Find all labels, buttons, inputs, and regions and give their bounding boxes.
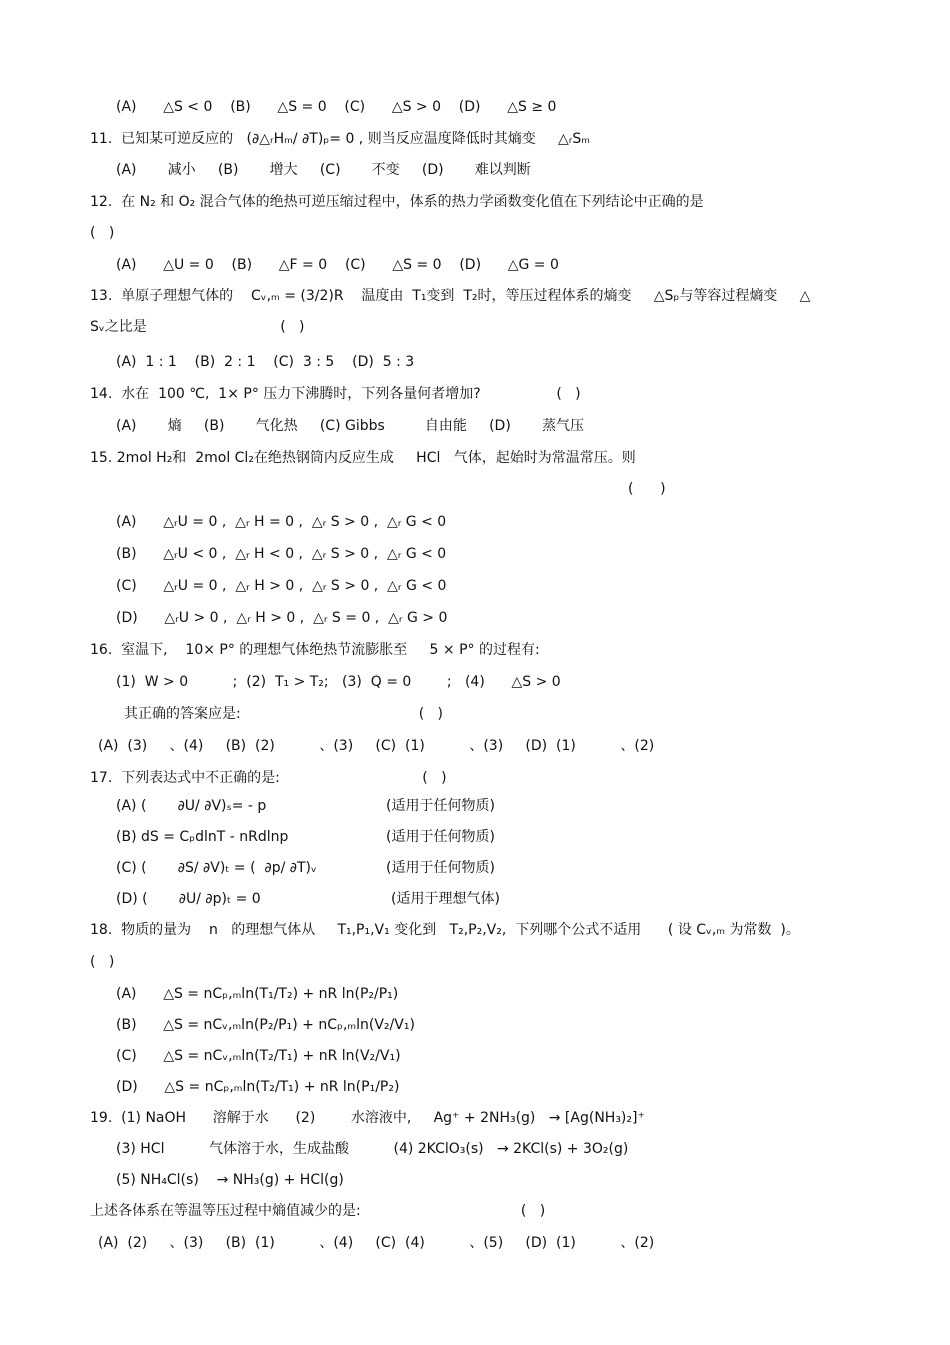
q11-options: (A) 减小 (B) 增大 (C) 不变 (D) 难以判断 [116, 162, 531, 178]
q19-items-1-2: 19. (1) NaOH 溶解于水 (2) 水溶液中, Ag⁺ + 2NH₃(g) → [Ag(NH₃)₂]⁺ [90, 1110, 645, 1126]
q15-answer-blank: ( ) [628, 481, 666, 497]
q16-options: (A) (3) 、(4) (B) (2) 、(3) (C) (1) 、(3) (D) (1) 、(2) [98, 738, 655, 754]
q17-option-d: (D) ( ∂U/ ∂p)ₜ = 0 [116, 891, 261, 907]
q12-stem: 12. 在 N₂ 和 O₂ 混合气体的绝热可逆压缩过程中，体系的热力学函数变化值在下列结论中正确的是 [90, 194, 704, 210]
q13-options: (A) 1 : 1 (B) 2 : 1 (C) 3 : 5 (D) 5 : 3 [116, 354, 415, 370]
q15-stem: 15. 2mol H₂和 2mol Cl₂在绝热钢筒内反应生成 HCl 气体，起始时为常温常压。则 [90, 450, 636, 466]
q16-prompt: 其正确的答案应是: ( ) [124, 706, 443, 722]
q16-stem: 16. 室温下, 10× P° 的理想气体绝热节流膨胀至 5 × P° 的过程有: [90, 642, 540, 658]
q15-option-d: (D) △ᵣU > 0 , △ᵣ H > 0 , △ᵣ S = 0 , △ᵣ G > 0 [116, 610, 448, 626]
q19-items-3-4: (3) HCl 气体溶于水，生成盐酸 (4) 2KClO₃(s) → 2KCl(s) + 3O₂(g) [116, 1141, 629, 1157]
q15-option-c: (C) △ᵣU = 0 , △ᵣ H > 0 , △ᵣ S > 0 , △ᵣ G < 0 [116, 578, 447, 594]
q18-option-c: (C) △S = nCᵥ,ₘln(T₂/T₁) + nR ln(V₂/V₁) [116, 1048, 401, 1064]
q15-option-a: (A) △ᵣU = 0 , △ᵣ H = 0 , △ᵣ S > 0 , △ᵣ G < 0 [116, 514, 447, 530]
q13-stem: 13. 单原子理想气体的 Cᵥ,ₘ = (3/2)R 温度由 T₁变到 T₂时，等压过程体系的熵变 △Sₚ与等容过程熵变 △ [90, 288, 811, 304]
q14-options: (A) 熵 (B) 气化热 (C) Gibbs 自由能 (D) 蒸气压 [116, 418, 584, 434]
q14-stem: 14. 水在 100 ℃, 1× P° 压力下沸腾时，下列各量何者增加? ( ) [90, 386, 581, 402]
q17-option-b: (B) dS = CₚdlnT - nRdlnp [116, 829, 289, 845]
q19-options: (A) (2) 、(3) (B) (1) 、(4) (C) (4) 、(5) (D) (1) 、(2) [98, 1235, 655, 1251]
q18-stem: 18. 物质的量为 n 的理想气体从 T₁,P₁,V₁ 变化到 T₂,P₂,V₂, 下列哪个公式不适用 ( 设 Cᵥ,ₘ 为常数 )。 [90, 922, 800, 938]
q17-option-d-note: (适用于理想气体) [391, 891, 500, 907]
q13-stem-cont: Sᵥ之比是 ( ) [90, 319, 305, 335]
q18-answer-blank: ( ) [90, 954, 115, 970]
q17-option-c: (C) ( ∂S/ ∂V)ₜ = ( ∂p/ ∂T)ᵥ [116, 860, 317, 876]
q17-option-a-note: (适用于任何物质) [386, 798, 495, 814]
q17-stem: 17. 下列表达式中不正确的是: ( ) [90, 770, 447, 786]
q19-prompt: 上述各体系在等温等压过程中熵值减少的是: ( ) [90, 1203, 546, 1219]
q17-option-a: (A) ( ∂U/ ∂V)ₛ= - p [116, 798, 267, 814]
q17-option-c-note: (适用于任何物质) [386, 860, 495, 876]
q12-answer-blank: ( ) [90, 225, 115, 241]
q10-options: (A) △S < 0 (B) △S = 0 (C) △S > 0 (D) △S ≥ 0 [116, 99, 557, 115]
q11-stem: 11. 已知某可逆反应的 (∂△ᵣHₘ/ ∂T)ₚ= 0 , 则当反应温度降低时其熵变 △ᵣSₘ [90, 131, 590, 147]
q16-statements: (1) W > 0 ; (2) T₁ > T₂; (3) Q = 0 ; (4) △S > 0 [116, 674, 561, 690]
q15-option-b: (B) △ᵣU < 0 , △ᵣ H < 0 , △ᵣ S > 0 , △ᵣ G < 0 [116, 546, 447, 562]
q18-option-d: (D) △S = nCₚ,ₘln(T₂/T₁) + nR ln(P₁/P₂) [116, 1079, 400, 1095]
q17-option-b-note: (适用于任何物质) [386, 829, 495, 845]
q18-option-a: (A) △S = nCₚ,ₘln(T₁/T₂) + nR ln(P₂/P₁) [116, 986, 399, 1002]
q18-option-b: (B) △S = nCᵥ,ₘln(P₂/P₁) + nCₚ,ₘln(V₂/V₁) [116, 1017, 415, 1033]
q19-item-5: (5) NH₄Cl(s) → NH₃(g) + HCl(g) [116, 1172, 344, 1188]
q12-options: (A) △U = 0 (B) △F = 0 (C) △S = 0 (D) △G = 0 [116, 257, 559, 273]
